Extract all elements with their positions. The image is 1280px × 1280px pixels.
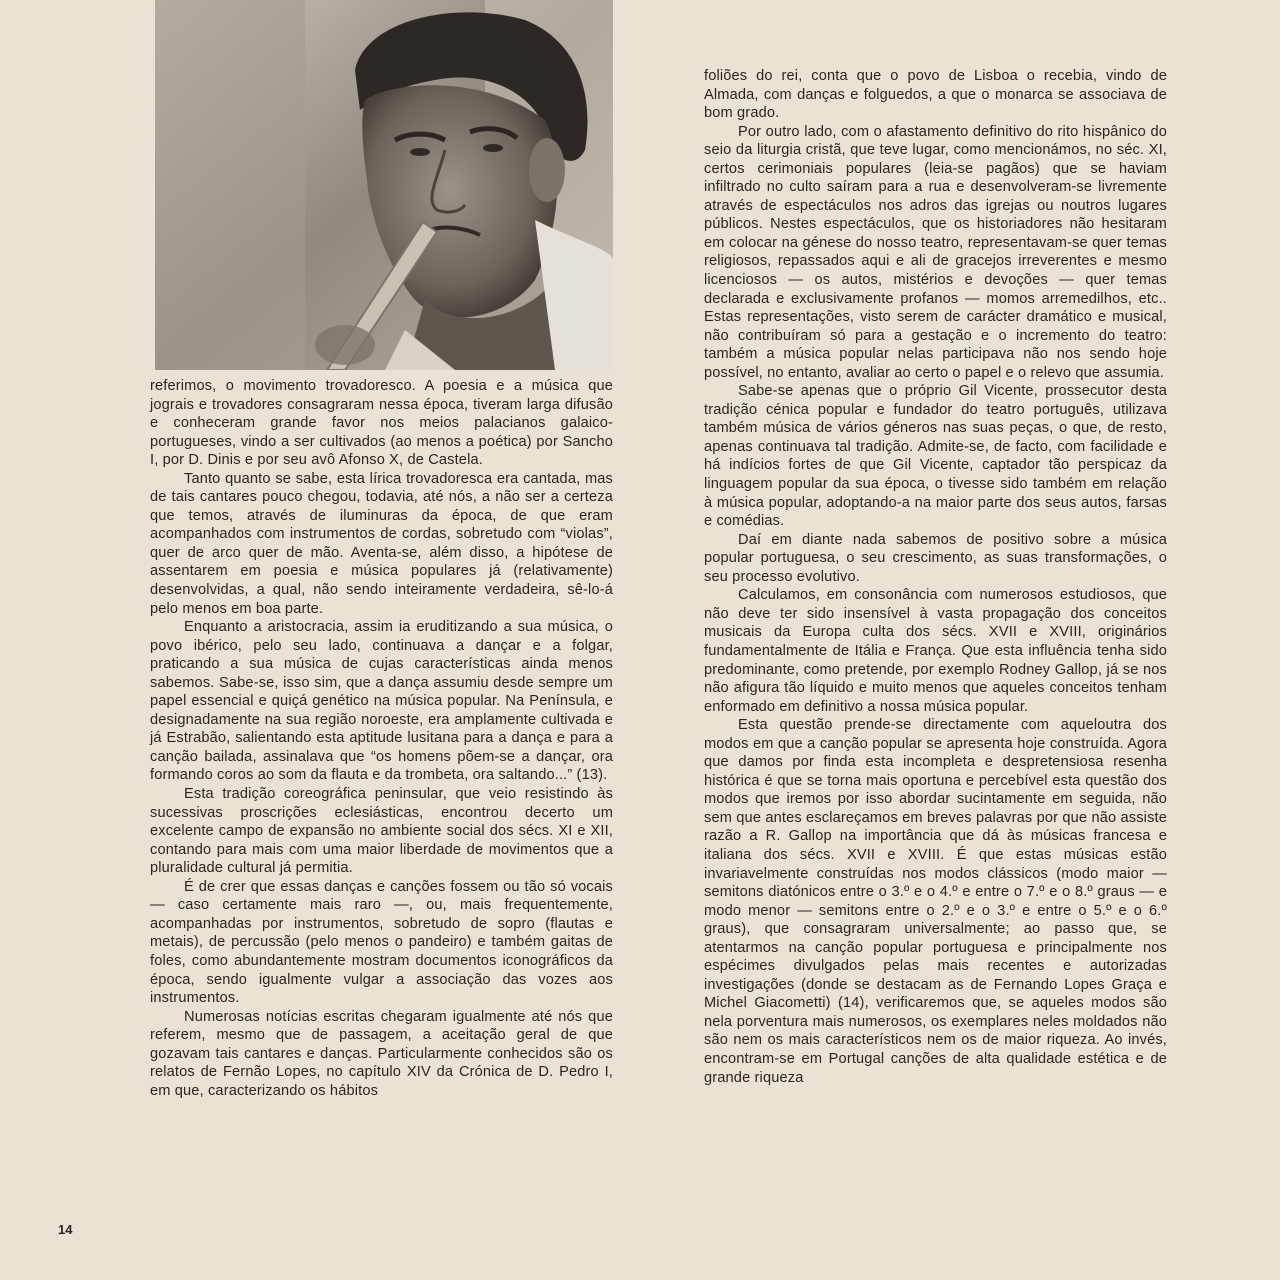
paragraph: Daí em diante nada sabemos de positivo sobre a música popular portuguesa, o seu crescimento, as suas transformações, o seu processo evolutivo. [704,531,1167,585]
photo-man-flute [155,0,613,370]
paragraph: Sabe-se apenas que o próprio Gil Vicente, prossecutor desta tradição cénica popular e fundador do teatro português, utilizava também música de vários géneros nas suas peças, o que, de resto, apenas continuava tal tradição. Admite-se, de facto, com facilidade e há indícios fortes de que Gil Vicente, captador tão perspicaz da linguagem popular da sua época, o tivesse sido também em relação à música popular, adoptando-a na maior parte dos seus autos, farsas e comédias. [704,383,1167,530]
paragraph: Calculamos, em consonância com numerosos estudiosos, que não deve ter sido insensível à vasta propagação dos conceitos musicais da Europa culta dos sécs. XVII e XVIII, originários fundamentalmente de Itália e França. Que esta influência tenha sido predominante, como pretende, por exemplo Rodney Gallop, já se nos não afigura tão líquido e muito menos que aqueles conceitos tenham enformado em definitivo a nossa música popular. [704,587,1167,715]
left-column [150,377,613,1100]
paragraph: Esta tradição coreográfica peninsular, que veio resistindo às sucessivas proscrições eclesiásticas, encontrou decerto um excelente campo de expansão no ambiente social dos sécs. XI e XII, contando para mais com uma maior liberdade de movimentos que a pluralidade cultural já permitia. [150,786,613,877]
paragraph: Numerosas notícias escritas chegaram igualmente até nós que referem, mesmo que de passagem, a aceitação geral de que gozavam tais cantares e danças. Particularmente conhecidos são os relatos de Fernão Lopes, no capítulo XIV da Crónica de D. Pedro I, em que, caracterizando os hábitos [150,1008,613,1099]
paragraph: foliões do rei, conta que o povo de Lisboa o recebia, vindo de Almada, com danças e folguedos, a que o monarca se associava de bom grado. [704,68,1167,122]
paragraph: Enquanto a aristocracia, assim ia eruditizando a sua música, o povo ibérico, pelo seu lado, continuava a dançar e a folgar, praticando a sua música de cujas características ainda menos sabemos. Sabe-se, isso sim, que a dança assumiu desde sempre um papel essencial e quiçá genético na música popular. Na Península, e designadamente na sua região noroeste, era amplamente cultivada e já Estrabão, salientando esta aptitude lusitana para a dança e para a canção bailada, assinalava que “os homens põem-se a dançar, ora formando coros ao som da flauta e da trombeta, ora saltando...” (13). [150,619,613,784]
right-column [704,67,1167,1087]
paragraph: referimos, o movimento trovadoresco. A poesia e a música que jograis e trovadores consagraram nessa época, tiveram larga difusão e conheceram grande favor nos meios palacianos galaico-portugueses, vindo a ser cultivados (ao menos a poética) por Sancho I, por D. Dinis e por seu avô Afonso X, de Castela. [150,378,613,469]
paragraph: É de crer que essas danças e canções fossem ou tão só vocais — caso certamente mais raro —, ou, mais frequentemente, acompanhadas por instrumentos, sobretudo de sopro (flautas e metais), de percussão (pelo menos o pandeiro) e também gaitas de foles, como abundantemente mostram documentos iconográficos da época, sendo igualmente vulgar a associação das vozes aos instrumentos. [150,878,613,1007]
man-playing-flute-photo-icon [155,0,613,370]
paragraph: Por outro lado, com o afastamento definitivo do rito hispânico do seio da liturgia cristã, que teve lugar, como mencionámos, no séc. XI, certos cerimoniais populares (leia-se pagãos) que se haviam infiltrado no culto saíram para a rua e desenvolveram-se livremente através de espectáculos nos adros das igrejas ou noutros lugares públicos. Nestes espectáculos, que os historiadores não hesitaram em colocar na génese do nosso teatro, representavam-se quer temas religiosos, repassados aqui e ali de gracejos irreverentes e mesmo licenciosos — os autos, mistérios e devoções — quer temas declarada e exclusivamente profanos — momos arremedilhos, etc.. Estas representações, visto serem de carácter dramático e musical, não contribuíram só para a gestação e o incremento do teatro: também a música popular nelas participava não nos sendo hoje possível, no entanto, avaliar ao certo o papel e o relevo que assumia. [704,123,1167,381]
paragraph: Esta questão prende-se directamente com aqueloutra dos modos em que a canção popular se apresenta hoje construída. Agora que damos por finda esta incompleta e despretensiosa resenha histórica é que se torna mais oportuna e percebível esta questão dos modos que iremos por isso abordar sucintamente em seguida, não sem que antes esclareçamos em breves palavras por que não assiste razão a R. Gallop na importância que dá às músicas francesa e italiana dos sécs. XVII e XVIII. É que estas músicas estão invariavelmente construídas nos modos clássicos (modo maior — semitons diatónicos entre o 3.º e o 4.º e entre o 7.º e o 8.º graus — e modo menor — semitons entre o 2.º e o 3.º e entre o 5.º e o 6.º graus), que consagraram universalmente; ao passo que, se atentarmos na canção popular portuguesa e principalmente nos espécimes divulgados pelas mais recentes e autorizadas investigações (donde se destacam as de Fernando Lopes Graça e Michel Giacometti) (14), verificaremos que, se aqueles modos são nela porventura mais numerosos, os exemplares neles moldados não são nem os mais característicos nem os de maior riqueza. Ao invés, encontram-se em Portugal canções de alta qualidade estética e de grande riqueza [704,717,1167,1086]
page-number: 14 [58,1222,73,1237]
paragraph: Tanto quanto se sabe, esta lírica trovadoresca era cantada, mas de tais cantares pouco chegou, todavia, até nós, a não ser a certeza que temos, através de iluminuras da época, de que eram acompanhados com instrumentos de cordas, sobretudo com “violas”, quer de arco quer de mão. Aventa-se, além disso, a hipótese de assentarem em poesia e música populares já (relativamente) desenvolvidas, a qual, não sendo inteiramente verdadeira, sê-lo-á pelo menos em boa parte. [150,470,613,617]
